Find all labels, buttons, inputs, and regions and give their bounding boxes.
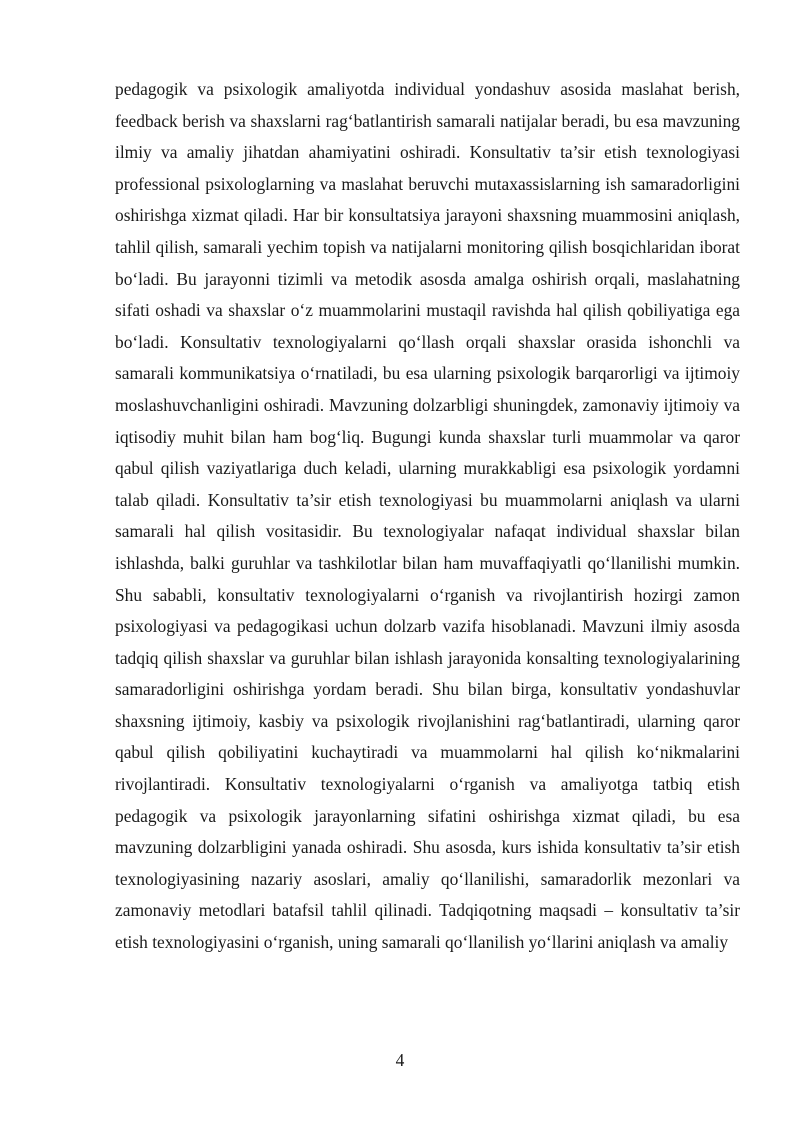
body-paragraph: pedagogik va psixologik amaliyotda individual yondashuv asosida maslahat berish, feedback berish va shaxslarni rag‘batlantirish samarali natijalar beradi, bu esa mavzuning ilmiy va amaliy jihatdan ahamiyatini oshiradi. Konsultativ ta’sir etish texnologiyasi professional psixologlarning va maslahat beruvchi mutaxassislarning ish samaradorligini oshirishga xizmat qiladi. Har bir konsultatsiya jarayoni shaxsning muammosini aniqlash, tahlil qilish, samarali yechim topish va natijalarni monitoring qilish bosqichlaridan iborat bo‘ladi. Bu jarayonni tizimli va metodik asosda amalga oshirish orqali, maslahatning sifati oshadi va shaxslar o‘z muammolarini mustaqil ravishda hal qilish qobiliyatiga ega bo‘ladi. Konsultativ texnologiyalarni qo‘llash orqali shaxslar orasida ishonchli va samarali kommunikatsiya o‘rnatiladi, bu esa ularning psixologik barqarorligi va ijtimoiy moslashuvchanligini oshiradi. Mavzuning dolzarbligi shuningdek, zamonaviy ijtimoiy va iqtisodiy muhit bilan ham bog‘liq. Bugungi kunda shaxslar turli muammolar va qaror qabul qilish vaziyatlariga duch keladi, ularning murakkabligi esa psixologik yordamni talab qiladi. Konsultativ ta’sir etish texnologiyasi bu muammolarni aniqlash va ularni samarali hal qilish vositasidir. Bu texnologiyalar nafaqat individual shaxslar bilan ishlashda, balki guruhlar va tashkilotlar bilan ham muvaffaqiyatli qo‘llanilishi mumkin. Shu sababli, konsultativ texnologiyalarni o‘rganish va rivojlantirish hozirgi zamon psixologiyasi va pedagogikasi uchun dolzarb vazifa hisoblanadi. Mavzuni ilmiy asosda tadqiq qilish shaxslar va guruhlar bilan ishlash jarayonida konsalting texnologiyalarining samaradorligini oshirishga yordam beradi. Shu bilan birga, konsultativ yondashuvlar shaxsning ijtimoiy, kasbiy va psixologik rivojlanishini rag‘batlantiradi, ularning qaror qabul qilish qobiliyatini kuchaytiradi va muammolarni hal qilish ko‘nikmalarini rivojlantiradi. Konsultativ texnologiyalarni o‘rganish va amaliyotga tatbiq etish pedagogik va psixologik jarayonlarning sifatini oshirishga xizmat qiladi, bu esa mavzuning dolzarbligini yanada oshiradi. Shu asosda, kurs ishida konsultativ ta’sir etish texnologiyasining nazariy asoslari, amaliy qo‘llanilishi, samaradorlik mezonlari va zamonaviy metodlari batafsil tahlil qilinadi. Tadqiqotning maqsadi – konsultativ ta’sir etish texnologiyasini o‘rganish, uning samarali qo‘llanilish yo‘llarini aniqlash va amaliy — [115, 79, 740, 953]
page-number: 4 — [395, 1050, 405, 1070]
